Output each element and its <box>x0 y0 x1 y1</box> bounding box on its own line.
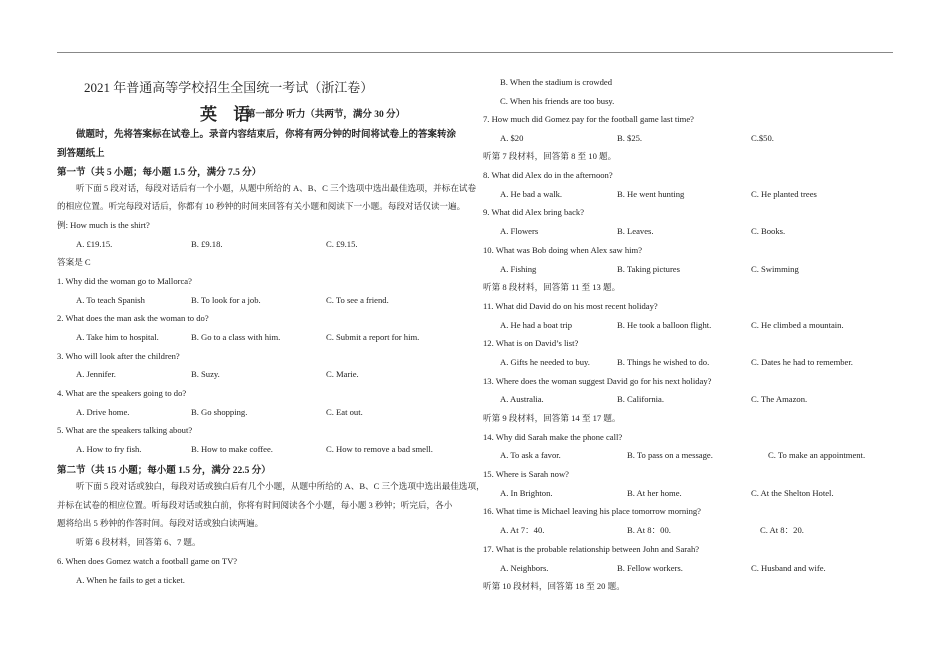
question-13: 13. Where does the woman suggest David go for his next holiday? <box>483 376 712 386</box>
q4-option-b: B. Go shopping. <box>191 407 248 417</box>
q3-option-b: B. Suzy. <box>191 369 220 379</box>
q9-option-a: A. Flowers <box>500 226 539 236</box>
q12-option-c: C. Dates he had to remember. <box>751 357 853 367</box>
q11-option-b: B. He took a balloon flight. <box>617 320 712 330</box>
instruction-line-2: 到答题纸上 <box>57 149 105 159</box>
q11-option-a: A. He had a boat trip <box>500 320 573 330</box>
q14-option-a: A. To ask a favor. <box>500 450 561 460</box>
question-10: 10. What was Bob doing when Alex saw him? <box>483 245 643 255</box>
q14-option-b: B. To pass on a message. <box>627 450 713 460</box>
q10-option-c: C. Swimming <box>751 264 799 274</box>
section2-heading: 第二节（共 15 小题；每小题 1.5 分，满分 22.5 分） <box>57 466 271 476</box>
q9-option-b: B. Leaves. <box>617 226 654 236</box>
q17-option-c: C. Husband and wife. <box>751 563 826 573</box>
q4-option-a: A. Drive home. <box>76 407 130 417</box>
q13-option-c: C. The Amazon. <box>751 394 808 404</box>
example-option-b: B. £9.18. <box>191 239 223 249</box>
q15-option-a: A. In Brighton. <box>500 488 553 498</box>
part-heading: 第一部分 听力（共两节，满分 30 分） <box>246 110 406 120</box>
q2-option-c: C. Submit a report for him. <box>326 332 420 342</box>
q6-option-b: B. When the stadium is crowded <box>500 77 613 87</box>
question-17: 17. What is the probable relationship between John and Sarah? <box>483 544 700 554</box>
question-7: 7. How much did Gomez pay for the football game last time? <box>483 114 694 124</box>
q5-option-c: C. How to remove a bad smell. <box>326 444 433 454</box>
q8-option-a: A. He bad a walk. <box>500 189 563 199</box>
q3-option-a: A. Jennifer. <box>76 369 116 379</box>
material-9-note: 听第 9 段材料，回答第 14 至 17 题。 <box>483 413 621 423</box>
section1-directions-2: 的相应位置。听完每段对话后，你都有 10 秒钟的时间来回答有关小题和阅读下一小题。每段对话仅读一遍。 <box>57 201 466 211</box>
q8-option-c: C. He planted trees <box>751 189 817 199</box>
q7-option-a: A. $20 <box>500 133 524 143</box>
q9-option-c: C. Books. <box>751 226 786 236</box>
q7-option-c: C.$50. <box>751 133 774 143</box>
q2-option-b: B. Go to a class with him. <box>191 332 281 342</box>
section1-heading: 第一节（共 5 小题；每小题 1.5 分，满分 7.5 分） <box>57 168 262 178</box>
q13-option-b: B. California. <box>617 394 665 404</box>
q13-option-a: A. Australia. <box>500 394 544 404</box>
q12-option-a: A. Gifts he needed to buy. <box>500 357 590 367</box>
question-8: 8. What did Alex do in the afternoon? <box>483 170 613 180</box>
subject-title: 英 语 <box>200 105 257 124</box>
question-14: 14. Why did Sarah make the phone call? <box>483 432 623 442</box>
question-16: 16. What time is Michael leaving his place tomorrow morning? <box>483 506 701 516</box>
question-15: 15. Where is Sarah now? <box>483 469 569 479</box>
q12-option-b: B. Things he wished to do. <box>617 357 710 367</box>
question-3: 3. Who will look after the children? <box>57 351 180 361</box>
q1-option-c: C. To see a friend. <box>326 295 389 305</box>
q5-option-b: B. How to make coffee. <box>191 444 273 454</box>
question-5: 5. What are the speakers talking about? <box>57 425 193 435</box>
material-6-note: 听第 6 段材料，回答第 6、7 题。 <box>76 537 201 547</box>
top-rule <box>57 52 893 53</box>
q11-option-c: C. He climbed a mountain. <box>751 320 844 330</box>
section1-directions-1: 听下面 5 段对话，每段对话后有一个小题，从题中所给的 A、B、C 三个选项中选出最佳选项，并标在试卷 <box>76 183 477 193</box>
question-2: 2. What does the man ask the woman to do? <box>57 313 209 323</box>
q5-option-a: A. How to fry fish. <box>76 444 142 454</box>
q7-option-b: B. $25. <box>617 133 643 143</box>
q17-option-b: B. Fellow workers. <box>617 563 683 573</box>
section2-directions-1: 听下面 5 段对话或独白，每段对话或独白后有几个小题，从题中所给的 A、B、C 三个选项中选出最佳选项， <box>76 481 485 491</box>
question-1: 1. Why did the woman go to Mallorca? <box>57 276 192 286</box>
q10-option-b: B. Taking pictures <box>617 264 680 274</box>
material-7-note: 听第 7 段材料，回答第 8 至 10 题。 <box>483 151 617 161</box>
q10-option-a: A. Fishing <box>500 264 537 274</box>
q17-option-a: A. Neighbors. <box>500 563 549 573</box>
q16-option-b: B. At 8：00. <box>627 525 671 535</box>
instruction-line-1: 做题时，先将答案标在试卷上。录音内容结束后，你将有两分钟的时间将试卷上的答案转涂 <box>76 130 457 140</box>
q6-option-c: C. When his friends are too busy. <box>500 96 615 106</box>
material-8-note: 听第 8 段材料，回答第 11 至 13 题。 <box>483 282 621 292</box>
q1-option-a: A. To teach Spanish <box>76 295 145 305</box>
q15-option-c: C. At the Shelton Hotel. <box>751 488 834 498</box>
question-6: 6. When does Gomez watch a football game on TV? <box>57 556 238 566</box>
example-question: 例: How much is the shirt? <box>57 220 150 230</box>
example-answer: 答案是 C <box>57 257 91 267</box>
section2-directions-2: 并标在试卷的相应位置。听每段对话或独白前，你将有时间阅读各个小题，每小题 3 秒钟；听完后，各小 <box>57 500 453 510</box>
example-option-a: A. £19.15. <box>76 239 113 249</box>
q1-option-b: B. To look for a job. <box>191 295 261 305</box>
q16-option-c: C. At 8：20. <box>760 525 804 535</box>
question-9: 9. What did Alex bring back? <box>483 207 585 217</box>
q3-option-c: C. Marie. <box>326 369 359 379</box>
exam-title: 2021 年普通高等学校招生全国统一考试（浙江卷） <box>84 80 374 95</box>
q6-option-a: A. When he fails to get a ticket. <box>76 575 185 585</box>
question-12: 12. What is on David’s list? <box>483 338 579 348</box>
section2-directions-3: 题将给出 5 秒钟的作答时间。每段对话或独白读两遍。 <box>57 518 264 528</box>
q4-option-c: C. Eat out. <box>326 407 363 417</box>
example-option-c: C. £9.15. <box>326 239 358 249</box>
q16-option-a: A. At 7：40. <box>500 525 545 535</box>
q8-option-b: B. He went hunting <box>617 189 685 199</box>
material-10-note: 听第 10 段材料，回答第 18 至 20 题。 <box>483 581 625 591</box>
q2-option-a: A. Take him to hospital. <box>76 332 159 342</box>
q14-option-c: C. To make an appointment. <box>768 450 866 460</box>
q15-option-b: B. At her home. <box>627 488 682 498</box>
question-4: 4. What are the speakers going to do? <box>57 388 187 398</box>
question-11: 11. What did David do on his most recent holiday? <box>483 301 658 311</box>
